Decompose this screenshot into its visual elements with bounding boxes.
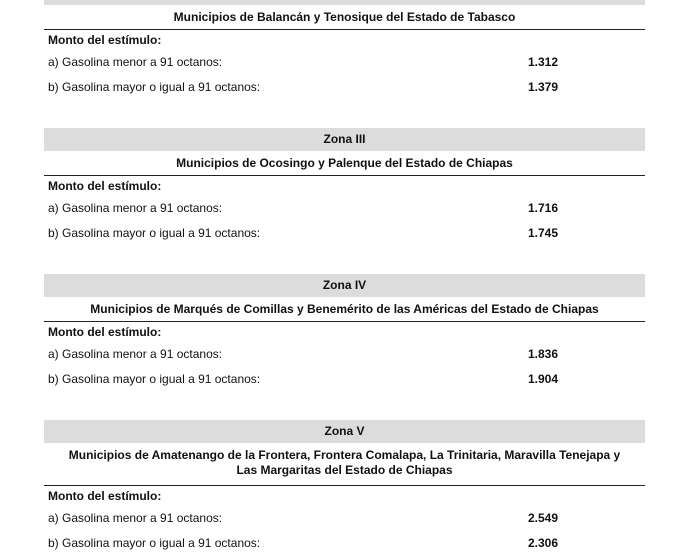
document xyxy=(44,0,645,556)
gasolina-mayor-value: 1.745 xyxy=(528,226,559,240)
gasolina-menor-label: a) Gasolina menor a 91 octanos: xyxy=(48,55,223,69)
municipios-heading: Municipios de Balancán y Tenosique del Estado de Tabasco xyxy=(44,5,645,30)
monto-label: Monto del estímulo: xyxy=(48,325,162,339)
zone-header: Zona IV xyxy=(44,274,645,297)
gasolina-mayor-label: b) Gasolina mayor o igual a 91 octanos: xyxy=(48,372,261,386)
gasolina-mayor-label: b) Gasolina mayor o igual a 91 octanos: xyxy=(48,226,261,240)
gasolina-mayor-row xyxy=(44,531,645,556)
gasolina-menor-value: 1.716 xyxy=(528,201,559,215)
gasolina-menor-value: 1.836 xyxy=(528,347,559,361)
gasolina-mayor-row xyxy=(44,221,645,246)
gasolina-mayor-value: 2.306 xyxy=(528,536,559,550)
gasolina-menor-value: 1.312 xyxy=(528,55,559,69)
gasolina-menor-row xyxy=(44,196,645,221)
gasolina-menor-row xyxy=(44,342,645,367)
gasolina-menor-row xyxy=(44,50,645,75)
municipios-heading: Municipios de Ocosingo y Palenque del Estado de Chiapas xyxy=(44,151,645,176)
zone-header: Zona III xyxy=(44,128,645,151)
gasolina-menor-value: 2.549 xyxy=(528,511,559,525)
municipios-heading: Municipios de Amatenango de la Frontera, Frontera Comalapa, La Trinitaria, Maravilla Tenejapa y Las Margaritas del Estado de Chiapas xyxy=(44,443,645,486)
gasolina-menor-label: a) Gasolina menor a 91 octanos: xyxy=(48,201,223,215)
section-spacer xyxy=(44,392,645,420)
gasolina-mayor-value: 1.379 xyxy=(528,80,559,94)
gasolina-mayor-value: 1.904 xyxy=(528,372,559,386)
gasolina-mayor-label: b) Gasolina mayor o igual a 91 octanos: xyxy=(48,80,261,94)
gasolina-menor-row xyxy=(44,506,645,531)
gasolina-menor-label: a) Gasolina menor a 91 octanos: xyxy=(48,347,223,361)
section-spacer xyxy=(44,246,645,274)
monto-label: Monto del estímulo: xyxy=(48,33,162,47)
section-spacer xyxy=(44,100,645,128)
gasolina-menor-label: a) Gasolina menor a 91 octanos: xyxy=(48,511,223,525)
gasolina-mayor-row xyxy=(44,75,645,100)
gasolina-mayor-label: b) Gasolina mayor o igual a 91 octanos: xyxy=(48,536,261,550)
municipios-heading: Municipios de Marqués de Comillas y Benemérito de las Américas del Estado de Chiapas xyxy=(44,297,645,322)
monto-label: Monto del estímulo: xyxy=(48,179,162,193)
zone-header: Zona V xyxy=(44,420,645,443)
gasolina-mayor-row xyxy=(44,367,645,392)
monto-label: Monto del estímulo: xyxy=(48,489,162,503)
